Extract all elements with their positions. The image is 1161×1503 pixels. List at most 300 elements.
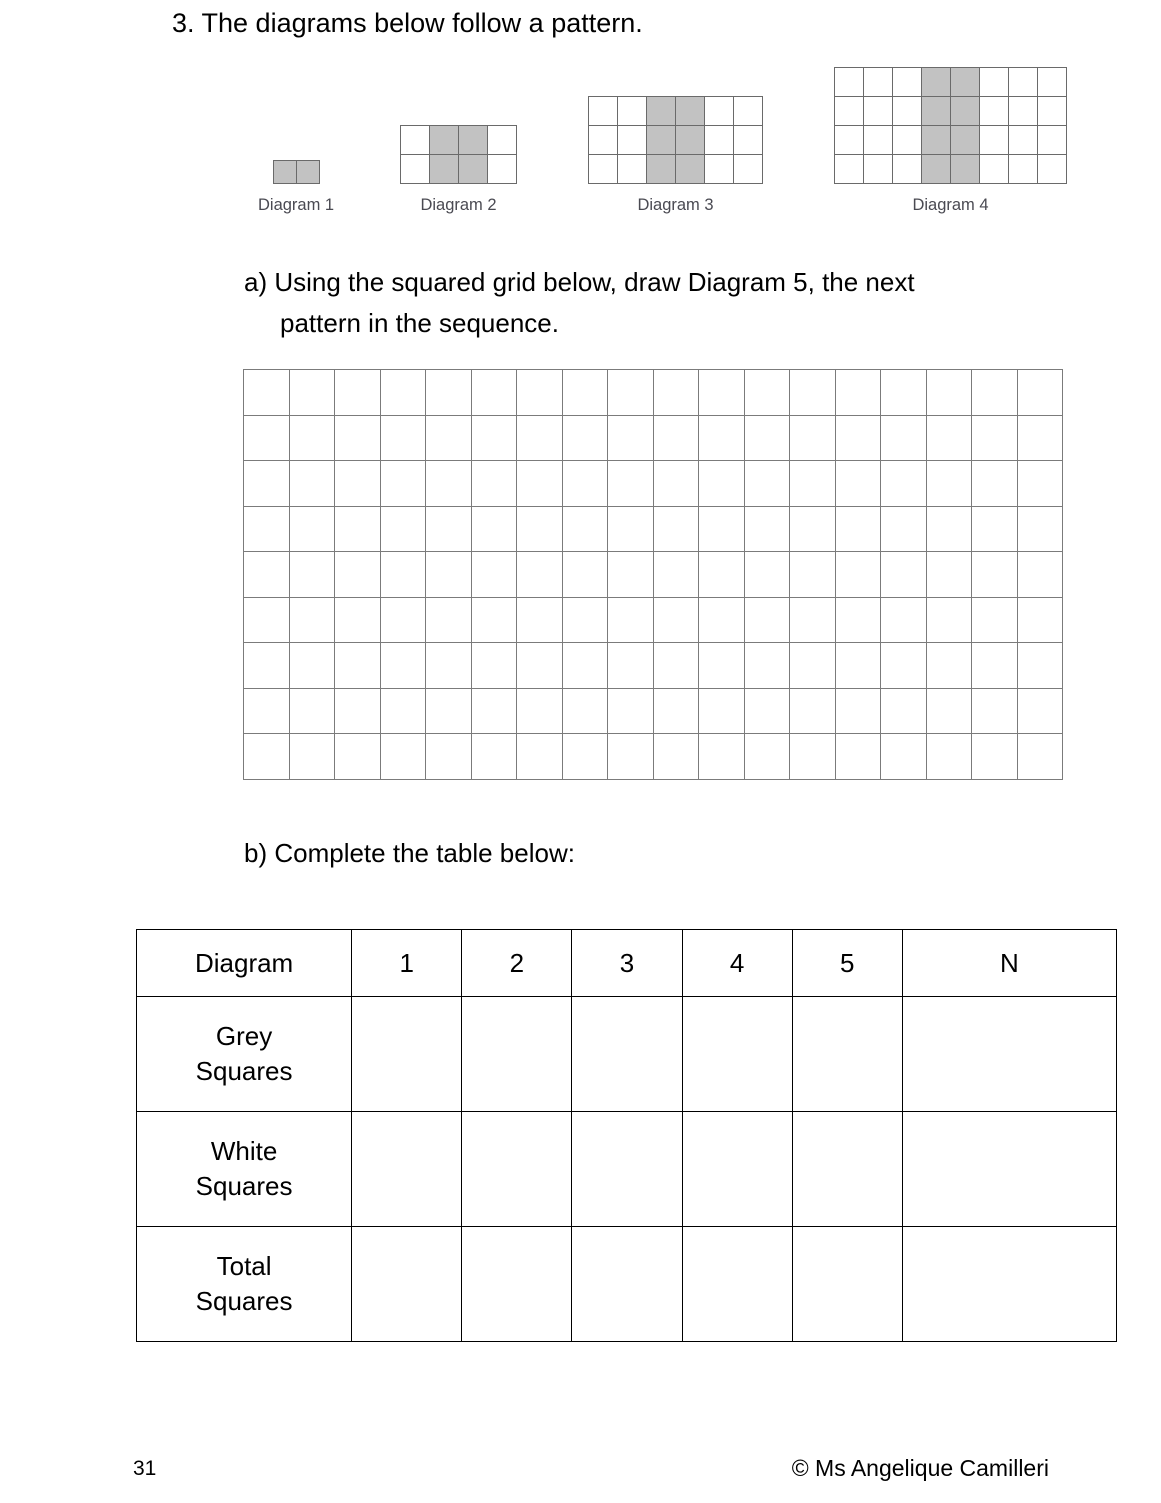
grey-square	[296, 161, 319, 184]
diagram-grid-row	[835, 155, 1067, 184]
answer-grid-cell[interactable]	[835, 597, 881, 643]
diagram-grid-row	[401, 155, 517, 184]
white-square	[401, 126, 430, 155]
answer-grid-cell[interactable]	[335, 734, 381, 780]
answer-grid-cell[interactable]	[790, 643, 836, 689]
answer-grid-cell[interactable]	[517, 597, 563, 643]
answer-grid-cell[interactable]	[653, 688, 699, 734]
answer-grid-cell[interactable]	[517, 688, 563, 734]
answer-grid-cell[interactable]	[881, 734, 927, 780]
white-square	[893, 68, 922, 97]
table-header-1: 1	[352, 930, 462, 997]
table-answer-cell[interactable]	[572, 1112, 682, 1227]
table-row-label	[137, 1112, 352, 1227]
answer-grid-cell[interactable]	[790, 734, 836, 780]
answer-grid-cell[interactable]	[335, 597, 381, 643]
answer-grid-cell[interactable]	[699, 734, 745, 780]
answer-grid-cell[interactable]	[1017, 643, 1063, 689]
table-answer-cell[interactable]	[462, 1112, 572, 1227]
answer-grid-cell[interactable]	[881, 552, 927, 598]
diagram-grid-row	[273, 161, 319, 184]
white-square	[618, 126, 647, 155]
answer-grid-cell[interactable]	[471, 370, 517, 416]
answer-grid-cell[interactable]	[699, 643, 745, 689]
answer-grid-cell[interactable]	[426, 643, 472, 689]
table-answer-cell[interactable]	[572, 1227, 682, 1342]
white-square	[589, 97, 618, 126]
diagram-grid-row	[835, 126, 1067, 155]
table-answer-cell[interactable]	[902, 1227, 1116, 1342]
answer-grid-cell[interactable]	[1017, 552, 1063, 598]
answer-grid-cell[interactable]	[380, 506, 426, 552]
answer-grid-cell[interactable]	[289, 643, 335, 689]
answer-grid-cell[interactable]	[380, 734, 426, 780]
answer-grid-cell[interactable]	[699, 506, 745, 552]
answer-grid-cell[interactable]	[1017, 415, 1063, 461]
answer-grid-cell[interactable]	[699, 597, 745, 643]
answer-grid-cell[interactable]	[653, 643, 699, 689]
answer-grid-cell[interactable]	[380, 415, 426, 461]
answer-grid-cell[interactable]	[562, 415, 608, 461]
answer-grid-cell[interactable]	[608, 597, 654, 643]
pattern-diagram-3-caption: Diagram 3	[637, 196, 714, 214]
answer-grid-cell[interactable]	[972, 688, 1018, 734]
table-row-label-line-1: Grey	[215, 1021, 273, 1051]
answer-grid-row	[244, 597, 1063, 643]
white-square	[401, 155, 430, 184]
answer-grid-cell[interactable]	[289, 734, 335, 780]
answer-grid-cell[interactable]	[790, 552, 836, 598]
grey-square	[459, 126, 488, 155]
answer-grid-cell[interactable]	[835, 461, 881, 507]
white-square	[1038, 155, 1067, 184]
pattern-diagram-strip	[0, 50, 1161, 215]
white-square	[1009, 155, 1038, 184]
answer-grid-cell[interactable]	[517, 370, 563, 416]
white-square	[618, 155, 647, 184]
grey-square	[922, 97, 951, 126]
copyright-notice: © Ms Angelique Camilleri	[791, 1455, 1049, 1481]
answer-grid-cell[interactable]	[562, 688, 608, 734]
answer-grid-cell[interactable]	[835, 734, 881, 780]
white-square	[835, 126, 864, 155]
grey-square	[951, 68, 980, 97]
answer-grid-cell[interactable]	[744, 506, 790, 552]
diagram-grid-row	[589, 126, 763, 155]
table-header-n: N	[902, 930, 1116, 997]
answer-grid-cell[interactable]	[517, 643, 563, 689]
table-row-label-line-2: Squares	[195, 1171, 293, 1201]
grey-square	[273, 161, 296, 184]
answer-grid-cell[interactable]	[244, 415, 290, 461]
table-header-5: 5	[792, 930, 902, 997]
white-square	[980, 97, 1009, 126]
answer-grid-cell[interactable]	[471, 597, 517, 643]
pattern-diagram-4-caption: Diagram 4	[912, 196, 989, 214]
answer-grid-cell[interactable]	[471, 688, 517, 734]
grey-square	[647, 155, 676, 184]
answer-grid-cell[interactable]	[608, 688, 654, 734]
answer-grid-cell[interactable]	[380, 688, 426, 734]
answer-grid-cell[interactable]	[835, 643, 881, 689]
answer-grid-cell[interactable]	[926, 415, 972, 461]
answer-grid-cell[interactable]	[744, 643, 790, 689]
answer-grid-row	[244, 734, 1063, 780]
grey-square	[922, 155, 951, 184]
answer-grid-cell[interactable]	[926, 688, 972, 734]
answer-grid-cell[interactable]	[289, 461, 335, 507]
white-square	[705, 126, 734, 155]
answer-grid-cell[interactable]	[790, 370, 836, 416]
answer-grid-cell[interactable]	[517, 461, 563, 507]
grey-square	[430, 126, 459, 155]
answer-grid-cell[interactable]	[335, 688, 381, 734]
table-answer-cell[interactable]	[682, 1112, 792, 1227]
answer-grid-cell[interactable]	[562, 506, 608, 552]
white-square	[864, 155, 893, 184]
answer-grid-cell[interactable]	[608, 370, 654, 416]
table-row-label	[137, 997, 352, 1112]
answer-grid-cell[interactable]	[926, 552, 972, 598]
table-answer-cell[interactable]	[462, 997, 572, 1112]
pattern-diagram-2-grid	[400, 125, 517, 184]
answer-grid-cell[interactable]	[835, 688, 881, 734]
answer-grid-cell[interactable]	[517, 552, 563, 598]
answer-grid-cell[interactable]	[926, 597, 972, 643]
answer-grid-cell[interactable]	[881, 370, 927, 416]
table-answer-cell[interactable]	[572, 997, 682, 1112]
answer-grid-cell[interactable]	[244, 552, 290, 598]
table-row	[137, 1227, 1117, 1342]
white-square	[893, 155, 922, 184]
answer-grid-cell[interactable]	[380, 552, 426, 598]
answer-grid-cell[interactable]	[335, 552, 381, 598]
table-answer-cell[interactable]	[682, 997, 792, 1112]
pattern-diagram-1-grid	[273, 160, 320, 184]
table-answer-cell[interactable]	[902, 1112, 1116, 1227]
white-square	[980, 68, 1009, 97]
table-answer-cell[interactable]	[792, 997, 902, 1112]
squared-answer-grid[interactable]	[243, 369, 1063, 780]
white-square	[893, 126, 922, 155]
answer-grid-cell[interactable]	[926, 461, 972, 507]
answer-grid-cell[interactable]	[244, 734, 290, 780]
grey-square	[922, 126, 951, 155]
answer-grid-cell[interactable]	[289, 552, 335, 598]
answer-grid-cell[interactable]	[562, 552, 608, 598]
white-square	[734, 126, 763, 155]
white-square	[835, 155, 864, 184]
table-answer-cell[interactable]	[352, 1227, 462, 1342]
answer-grid-cell[interactable]	[744, 461, 790, 507]
answer-grid-cell[interactable]	[426, 415, 472, 461]
white-square	[1038, 97, 1067, 126]
answer-grid-cell[interactable]	[972, 643, 1018, 689]
answer-grid-cell[interactable]	[790, 688, 836, 734]
answer-grid-cell[interactable]	[881, 688, 927, 734]
answer-grid-cell[interactable]	[471, 461, 517, 507]
answer-grid-cell[interactable]	[653, 370, 699, 416]
table-answer-cell[interactable]	[902, 997, 1116, 1112]
white-square	[1009, 68, 1038, 97]
table-header-row	[137, 930, 1117, 997]
part-b-prompt: b) Complete the table below:	[244, 838, 575, 868]
grey-square	[647, 126, 676, 155]
answer-grid-row	[244, 370, 1063, 416]
answer-grid-cell[interactable]	[1017, 597, 1063, 643]
answer-grid-cell[interactable]	[653, 734, 699, 780]
grey-square	[459, 155, 488, 184]
table-answer-cell[interactable]	[792, 1112, 902, 1227]
white-square	[835, 68, 864, 97]
answer-grid-cell[interactable]	[926, 370, 972, 416]
answer-grid-row	[244, 506, 1063, 552]
white-square	[980, 155, 1009, 184]
pattern-diagram-1	[258, 160, 334, 215]
table-header-2: 2	[462, 930, 572, 997]
table-answer-cell[interactable]	[462, 1227, 572, 1342]
white-square	[589, 126, 618, 155]
answer-grid-cell[interactable]	[380, 370, 426, 416]
answer-grid-cell[interactable]	[517, 506, 563, 552]
answer-grid-cell[interactable]	[881, 461, 927, 507]
answer-grid-row	[244, 461, 1063, 507]
white-square	[1009, 97, 1038, 126]
answer-grid-cell[interactable]	[471, 552, 517, 598]
diagram-grid-row	[589, 155, 763, 184]
answer-grid-cell[interactable]	[1017, 461, 1063, 507]
table-row-label-line-1: White	[210, 1136, 278, 1166]
answer-grid-row	[244, 643, 1063, 689]
answer-grid-cell[interactable]	[608, 415, 654, 461]
answer-grid-cell[interactable]	[790, 461, 836, 507]
answer-grid-cell[interactable]	[335, 461, 381, 507]
grey-square	[676, 97, 705, 126]
answer-grid-cell[interactable]	[289, 415, 335, 461]
table-answer-cell[interactable]	[352, 1112, 462, 1227]
white-square	[705, 97, 734, 126]
answer-grid-cell[interactable]	[972, 370, 1018, 416]
table-header-diagram: Diagram	[137, 930, 352, 997]
answer-grid-cell[interactable]	[1017, 734, 1063, 780]
answer-grid-cell[interactable]	[1017, 370, 1063, 416]
table-row-label	[137, 1227, 352, 1342]
answer-grid-cell[interactable]	[972, 552, 1018, 598]
answer-grid-cell[interactable]	[335, 415, 381, 461]
answer-grid-cell[interactable]	[335, 370, 381, 416]
answer-grid-cell[interactable]	[1017, 506, 1063, 552]
answer-grid-cell[interactable]	[244, 370, 290, 416]
answer-grid-cell[interactable]	[244, 643, 290, 689]
answer-grid-cell[interactable]	[744, 552, 790, 598]
part-a-line-1: a) Using the squared grid below, draw Diagram 5, the next	[244, 267, 915, 297]
white-square	[1038, 126, 1067, 155]
grey-square	[430, 155, 459, 184]
answer-grid-cell[interactable]	[562, 734, 608, 780]
answer-grid-cell[interactable]	[653, 552, 699, 598]
answer-grid-cell[interactable]	[744, 597, 790, 643]
answer-grid-cell[interactable]	[881, 643, 927, 689]
table-header-3: 3	[572, 930, 682, 997]
answer-grid-cell[interactable]	[289, 688, 335, 734]
white-square	[734, 155, 763, 184]
white-square	[1009, 126, 1038, 155]
answer-grid-cell[interactable]	[790, 597, 836, 643]
grey-square	[951, 97, 980, 126]
table-header-4: 4	[682, 930, 792, 997]
answer-grid-cell[interactable]	[744, 415, 790, 461]
white-square	[705, 155, 734, 184]
white-square	[1038, 68, 1067, 97]
answer-grid-cell[interactable]	[562, 597, 608, 643]
answer-grid-cell[interactable]	[244, 506, 290, 552]
diagram-grid-row	[835, 68, 1067, 97]
grey-square	[676, 155, 705, 184]
answer-grid-cell[interactable]	[335, 643, 381, 689]
answer-grid-cell[interactable]	[699, 552, 745, 598]
answer-grid-cell[interactable]	[426, 597, 472, 643]
table-row-label-line-2: Squares	[195, 1056, 293, 1086]
pattern-diagram-3-grid	[588, 96, 763, 184]
answer-grid-cell[interactable]	[699, 688, 745, 734]
answer-grid-cell[interactable]	[289, 597, 335, 643]
answer-grid-cell[interactable]	[426, 552, 472, 598]
answer-grid-cell[interactable]	[471, 643, 517, 689]
white-square	[589, 155, 618, 184]
answer-grid-cell[interactable]	[426, 506, 472, 552]
part-a-line-2: pattern in the sequence.	[280, 308, 559, 338]
answer-grid-cell[interactable]	[881, 506, 927, 552]
diagram-grid-row	[589, 97, 763, 126]
answer-grid-cell[interactable]	[972, 734, 1018, 780]
answer-grid-cell[interactable]	[426, 734, 472, 780]
answer-grid-cell[interactable]	[653, 506, 699, 552]
answer-grid-cell[interactable]	[790, 415, 836, 461]
table-answer-cell[interactable]	[352, 997, 462, 1112]
answer-grid-cell[interactable]	[699, 415, 745, 461]
grey-square	[676, 126, 705, 155]
page-number: 31	[133, 1457, 157, 1480]
table-answer-cell[interactable]	[682, 1227, 792, 1342]
answer-grid-cell[interactable]	[699, 370, 745, 416]
white-square	[618, 97, 647, 126]
answer-grid-cell[interactable]	[471, 734, 517, 780]
answer-grid-cell[interactable]	[426, 370, 472, 416]
white-square	[980, 126, 1009, 155]
white-square	[488, 126, 517, 155]
grey-square	[647, 97, 676, 126]
pattern-diagram-4-grid	[834, 67, 1067, 184]
answer-grid-cell[interactable]	[881, 597, 927, 643]
pattern-diagram-3	[588, 96, 763, 215]
answer-grid-cell[interactable]	[972, 597, 1018, 643]
answer-grid-cell[interactable]	[380, 597, 426, 643]
answer-grid-cell[interactable]	[835, 415, 881, 461]
grey-square	[951, 126, 980, 155]
answer-grid-cell[interactable]	[835, 370, 881, 416]
table-row-label-line-1: Total	[216, 1251, 272, 1281]
answer-grid-cell[interactable]	[835, 506, 881, 552]
white-square	[488, 155, 517, 184]
grey-square	[922, 68, 951, 97]
answer-grid-cell[interactable]	[380, 461, 426, 507]
pattern-answer-table[interactable]	[136, 929, 1117, 1342]
answer-grid-cell[interactable]	[517, 415, 563, 461]
answer-grid-cell[interactable]	[608, 506, 654, 552]
white-square	[835, 97, 864, 126]
answer-grid-cell[interactable]	[972, 506, 1018, 552]
table-row	[137, 997, 1117, 1112]
answer-grid-row	[244, 415, 1063, 461]
answer-grid-cell[interactable]	[244, 597, 290, 643]
answer-grid-cell[interactable]	[653, 597, 699, 643]
pattern-diagram-4	[834, 67, 1067, 215]
answer-grid-cell[interactable]	[289, 370, 335, 416]
question-heading: 3. The diagrams below follow a pattern.	[172, 8, 643, 38]
answer-grid-cell[interactable]	[244, 461, 290, 507]
diagram-grid-row	[401, 126, 517, 155]
answer-grid-cell[interactable]	[1017, 688, 1063, 734]
grey-square	[951, 155, 980, 184]
answer-grid-cell[interactable]	[426, 461, 472, 507]
answer-grid-cell[interactable]	[380, 643, 426, 689]
pattern-diagram-2-caption: Diagram 2	[420, 196, 497, 214]
pattern-diagram-2	[400, 125, 517, 215]
answer-grid-cell[interactable]	[744, 370, 790, 416]
answer-grid-cell[interactable]	[426, 688, 472, 734]
answer-grid-cell[interactable]	[926, 734, 972, 780]
answer-grid-cell[interactable]	[562, 643, 608, 689]
answer-grid-cell[interactable]	[608, 552, 654, 598]
table-answer-cell[interactable]	[792, 1227, 902, 1342]
answer-grid-cell[interactable]	[972, 461, 1018, 507]
answer-grid-cell[interactable]	[926, 643, 972, 689]
answer-grid-cell[interactable]	[744, 734, 790, 780]
answer-grid-cell[interactable]	[790, 506, 836, 552]
answer-grid-cell[interactable]	[471, 506, 517, 552]
answer-grid-cell[interactable]	[608, 643, 654, 689]
table-row-label-line-2: Squares	[195, 1286, 293, 1316]
answer-grid-cell[interactable]	[926, 506, 972, 552]
answer-grid-cell[interactable]	[471, 415, 517, 461]
answer-grid-cell[interactable]	[335, 506, 381, 552]
white-square	[864, 68, 893, 97]
answer-grid-cell[interactable]	[244, 688, 290, 734]
answer-grid-row	[244, 688, 1063, 734]
answer-grid-cell[interactable]	[608, 461, 654, 507]
part-a-prompt	[244, 262, 1084, 344]
answer-grid-cell[interactable]	[881, 415, 927, 461]
answer-grid-cell[interactable]	[653, 461, 699, 507]
answer-grid-cell[interactable]	[608, 734, 654, 780]
pattern-diagram-1-caption: Diagram 1	[258, 196, 335, 214]
answer-grid-cell[interactable]	[562, 461, 608, 507]
answer-grid-cell[interactable]	[517, 734, 563, 780]
answer-grid-cell[interactable]	[835, 552, 881, 598]
white-square	[864, 126, 893, 155]
diagram-grid-row	[835, 97, 1067, 126]
answer-grid-cell[interactable]	[699, 461, 745, 507]
answer-grid-cell[interactable]	[972, 415, 1018, 461]
white-square	[734, 97, 763, 126]
table-row	[137, 1112, 1117, 1227]
answer-grid-cell[interactable]	[744, 688, 790, 734]
answer-grid-cell[interactable]	[653, 415, 699, 461]
answer-grid-cell[interactable]	[289, 506, 335, 552]
answer-grid-cell[interactable]	[562, 370, 608, 416]
answer-grid-row	[244, 552, 1063, 598]
white-square	[864, 97, 893, 126]
